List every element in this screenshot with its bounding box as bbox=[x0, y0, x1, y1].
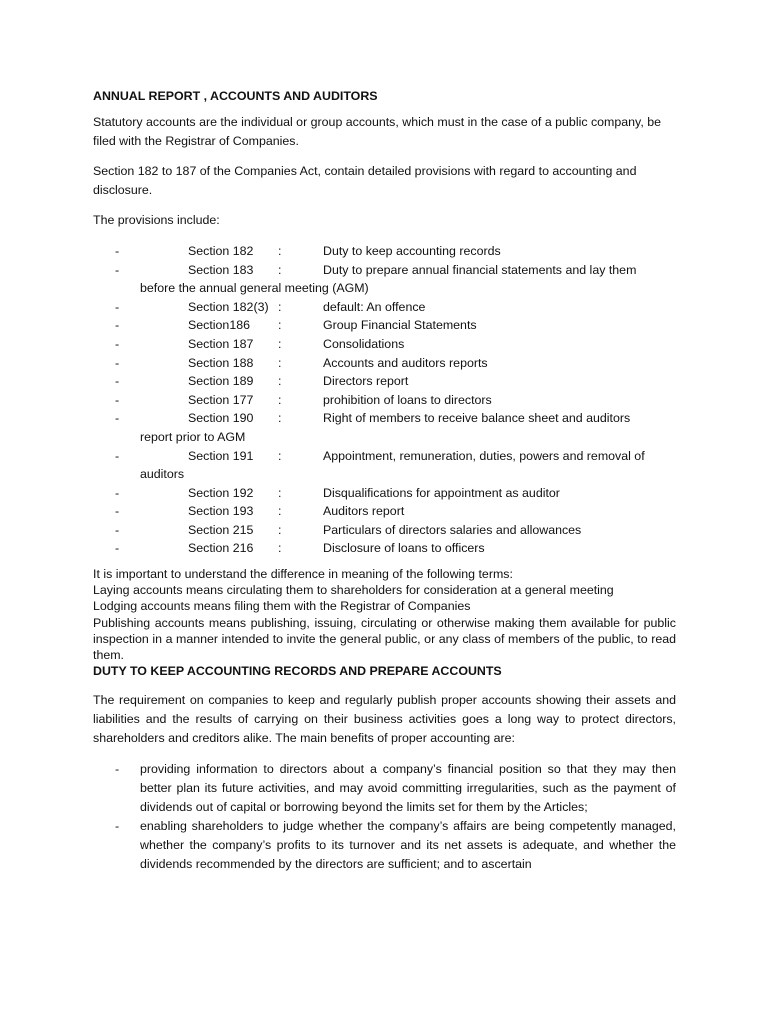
benefits-intro-paragraph: The requirement on companies to keep and regularly publish proper accounts showing their assets and liabilities and the results of carrying on their business activities goes a long way to protect directors, shareholders and creditors alike. The main benefits of proper accounting are: bbox=[93, 693, 676, 746]
list-item bbox=[93, 760, 676, 817]
intro-paragraph-sections: Section 182 to 187 of the Companies Act, contain detailed provisions with regard to accounting and disclosure. bbox=[93, 164, 637, 197]
provision-colon: : bbox=[278, 522, 282, 537]
intro-paragraph-provisions: The provisions include: bbox=[93, 213, 220, 228]
provision-section: Section 177 bbox=[188, 392, 254, 407]
provision-colon: : bbox=[278, 262, 282, 277]
list-dash: - bbox=[115, 243, 120, 258]
provision-item bbox=[93, 391, 676, 410]
provision-item bbox=[93, 316, 676, 335]
provision-description: Duty to keep accounting records bbox=[323, 243, 501, 258]
section-heading-duty: DUTY TO KEEP ACCOUNTING RECORDS AND PREPARE ACCOUNTS bbox=[93, 664, 502, 679]
list-dash: - bbox=[115, 448, 120, 463]
list-dash: - bbox=[115, 374, 120, 389]
provision-item bbox=[93, 261, 676, 298]
provision-description: Auditors report bbox=[323, 504, 405, 519]
provision-section: Section 192 bbox=[188, 485, 254, 500]
provision-description: Duty to prepare annual financial statements and lay them bbox=[323, 262, 637, 277]
provision-section: Section186 bbox=[188, 318, 251, 333]
provision-item bbox=[93, 409, 676, 446]
provision-item bbox=[93, 502, 676, 521]
provision-description: prohibition of loans to directors bbox=[323, 392, 492, 407]
list-dash: - bbox=[115, 392, 120, 407]
list-item bbox=[93, 817, 676, 874]
provision-description: Particulars of directors salaries and allowances bbox=[323, 522, 582, 537]
list-dash: - bbox=[115, 819, 120, 834]
provision-description: Right of members to receive balance sheet and auditors bbox=[323, 411, 631, 426]
provision-continuation: auditors bbox=[140, 467, 185, 482]
provision-description: Accounts and auditors reports bbox=[323, 355, 488, 370]
provision-colon: : bbox=[278, 318, 282, 333]
provision-continuation: report prior to AGM bbox=[140, 429, 246, 444]
provision-item bbox=[93, 242, 676, 261]
provision-description: Disqualifications for appointment as auditor bbox=[323, 485, 560, 500]
list-dash: - bbox=[115, 504, 120, 519]
provision-item bbox=[93, 298, 676, 317]
provision-section: Section 191 bbox=[188, 448, 254, 463]
provision-colon: : bbox=[278, 411, 282, 426]
provision-description: default: An offence bbox=[323, 299, 426, 314]
provision-section: Section 215 bbox=[188, 522, 254, 537]
provision-description: Appointment, remuneration, duties, powers and removal of bbox=[323, 448, 645, 463]
bullet-text: providing information to directors about a company’s financial position so that they may then better plan its future activities, and may avoid committing irregularities, such as the payment of dividends out of capital or borrowing beyond the limits set for them by the Articles; bbox=[140, 762, 676, 815]
provision-colon: : bbox=[278, 243, 282, 258]
provision-colon: : bbox=[278, 392, 282, 407]
list-dash: - bbox=[115, 485, 120, 500]
provision-item bbox=[93, 354, 676, 373]
benefits-list bbox=[93, 760, 676, 874]
bullet-text: enabling shareholders to judge whether the company’s affairs are being competently managed, whether the company’s profits to its turnover and its net assets is adequate, and whether the dividends recommended by the directors are sufficient; and to ascertain bbox=[140, 819, 676, 872]
list-dash: - bbox=[115, 522, 120, 537]
provision-continuation: before the annual general meeting (AGM) bbox=[140, 281, 369, 296]
list-dash: - bbox=[115, 318, 120, 333]
terms-lead: It is important to understand the difference in meaning of the following terms: bbox=[93, 567, 513, 582]
list-dash: - bbox=[115, 541, 120, 556]
provision-section: Section 190 bbox=[188, 411, 254, 426]
provision-item bbox=[93, 372, 676, 391]
provision-colon: : bbox=[278, 336, 282, 351]
provision-section: Section 188 bbox=[188, 355, 254, 370]
term-lodging: Lodging accounts means filing them with the Registrar of Companies bbox=[93, 599, 471, 614]
provision-section: Section 182(3) bbox=[188, 299, 269, 314]
provisions-list bbox=[93, 242, 676, 558]
document-title: ANNUAL REPORT , ACCOUNTS AND AUDITORS bbox=[93, 89, 378, 103]
list-dash: - bbox=[115, 762, 120, 777]
list-dash: - bbox=[115, 355, 120, 370]
provision-item bbox=[93, 447, 676, 484]
provision-section: Section 182 bbox=[188, 243, 254, 258]
provision-section: Section 216 bbox=[188, 541, 254, 556]
provision-section: Section 183 bbox=[188, 262, 254, 277]
provision-description: Group Financial Statements bbox=[323, 318, 477, 333]
provision-colon: : bbox=[278, 541, 282, 556]
provision-colon: : bbox=[278, 448, 282, 463]
provision-item bbox=[93, 521, 676, 540]
provision-description: Directors report bbox=[323, 374, 409, 389]
provision-colon: : bbox=[278, 355, 282, 370]
intro-paragraph-statutory: Statutory accounts are the individual or group accounts, which must in the case of a public company, be filed with the Registrar of Companies. bbox=[93, 115, 661, 148]
list-dash: - bbox=[115, 299, 120, 314]
provision-colon: : bbox=[278, 374, 282, 389]
provision-section: Section 187 bbox=[188, 336, 254, 351]
list-dash: - bbox=[115, 262, 120, 277]
provision-section: Section 193 bbox=[188, 504, 254, 519]
provision-description: Disclosure of loans to officers bbox=[323, 541, 485, 556]
provision-item bbox=[93, 335, 676, 354]
provision-colon: : bbox=[278, 485, 282, 500]
provision-description: Consolidations bbox=[323, 336, 405, 351]
term-laying: Laying accounts means circulating them to shareholders for consideration at a general meeting bbox=[93, 583, 614, 598]
provision-item bbox=[93, 539, 676, 558]
provision-section: Section 189 bbox=[188, 374, 254, 389]
terms-block bbox=[93, 566, 676, 679]
list-dash: - bbox=[115, 411, 120, 426]
list-dash: - bbox=[115, 336, 120, 351]
provision-colon: : bbox=[278, 299, 282, 314]
provision-item bbox=[93, 484, 676, 503]
term-publishing: Publishing accounts means publishing, issuing, circulating or otherwise making them available for public inspection in a manner intended to invite the general public, or any class of members of the public, to read them. bbox=[93, 615, 676, 663]
provision-colon: : bbox=[278, 504, 282, 519]
